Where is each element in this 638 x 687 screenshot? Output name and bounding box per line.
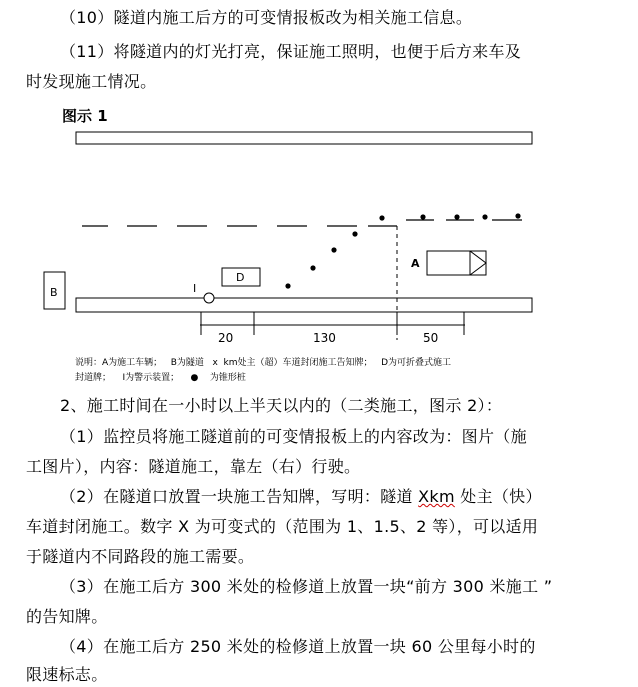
- item-3-line-2: 的告知牌。: [26, 607, 108, 626]
- item-1-line-1: （1）监控员将施工隧道前的可变情报板上的内容改为：图片（施: [60, 427, 527, 446]
- label-i: I: [193, 282, 197, 295]
- item-2-text-c: 处主（快）: [454, 487, 542, 506]
- item-2-line-2: 车道封闭施工。数字 X 为可变式的（范围为 1、1.5、2 等），可以适用: [26, 517, 539, 536]
- construction-layout-diagram: [0, 120, 638, 390]
- item-2-line-1: [60, 487, 542, 507]
- section-heading: 2、施工时间在一小时以上半天以内的（二类施工，图示 2）：: [60, 396, 503, 415]
- label-a: A: [411, 257, 420, 270]
- figure-caption-line-2: 封道牌； I为警示装置； ● 为锥形桩: [75, 373, 246, 383]
- dimension-130: 130: [313, 331, 336, 345]
- paragraph-item-11-cont: 时发现施工情况。: [26, 72, 157, 91]
- item-4-line-1: （4）在施工后方 250 米处的检修道上放置一块 60 公里每小时的: [60, 637, 536, 656]
- figure-title: 图示 1: [62, 107, 108, 125]
- item-1-line-2: 工图片），内容：隧道施工，靠左（右）行驶。: [26, 457, 361, 476]
- lane-dashed-line: [82, 220, 522, 226]
- label-d: D: [236, 271, 245, 284]
- item-2-text-a: （2）在隧道口放置一块施工告知牌，写明：隧道: [60, 487, 419, 506]
- construction-vehicle-a: [427, 251, 486, 275]
- tunnel-lower-walkway: [76, 298, 532, 312]
- label-b: B: [50, 286, 58, 299]
- tunnel-upper-wall: [76, 132, 532, 144]
- paragraph-item-10: （10）隧道内施工后方的可变情报板改为相关施工信息。: [60, 8, 473, 27]
- figure-caption-line-1: 说明：A为施工车辆； B为隧道 x km处主（超）车道封闭施工告知牌； D为可折叠式施工: [75, 358, 452, 368]
- dimension-20: 20: [218, 331, 234, 345]
- item-3-line-1: （3）在施工后方 300 米处的检修道上放置一块“前方 300 米施工 ”: [60, 577, 553, 596]
- paragraph-item-11: （11）将隧道内的灯光打亮，保证施工照明，也便于后方来车及: [60, 42, 522, 61]
- item-2-line-3: 于隧道内不同路段的施工需要。: [26, 547, 255, 566]
- item-2-distance: Xkm: [418, 487, 455, 506]
- warning-device-i: [204, 293, 214, 303]
- dimension-50: 50: [423, 331, 439, 345]
- item-4-line-2: 限速标志。: [26, 665, 108, 684]
